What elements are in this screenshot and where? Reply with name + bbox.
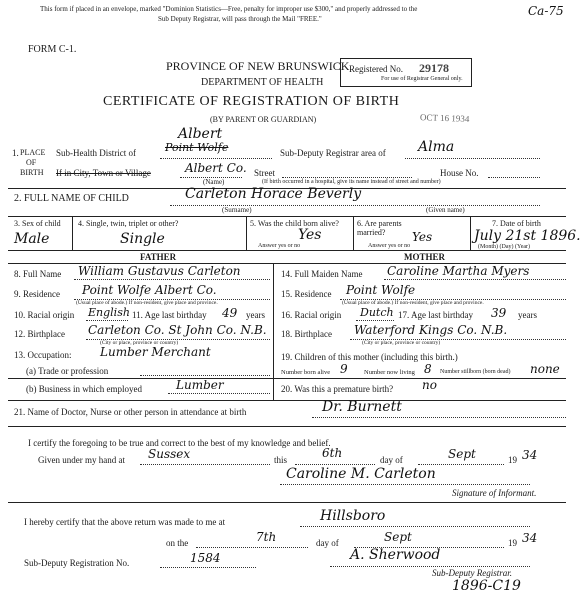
married-hint: Answer yes or no [368, 243, 411, 249]
sex-label: 3. Sex of child [14, 219, 61, 228]
single-value: Single [120, 231, 165, 247]
alive-hint: Answer yes or no [258, 243, 301, 249]
mother-racial-label: 16. Racial origin [281, 310, 342, 320]
dob-label: 7. Date of birth [492, 219, 541, 228]
given-place-value: Sussex [148, 447, 191, 461]
father-age-value: 49 [222, 306, 238, 320]
sex-value: Male [14, 231, 50, 247]
stillborn-value: none [530, 362, 560, 376]
father-occupation-value: Lumber Merchant [100, 345, 211, 359]
informant-label: Signature of Informant. [452, 488, 537, 498]
registrar-day-value: 7th [256, 530, 277, 544]
registrar-year-prefix: 19 [508, 538, 517, 548]
certificate-title: CERTIFICATE OF REGISTRATION OF BIRTH [103, 94, 400, 109]
registered-no-label: Registered No. [349, 64, 403, 74]
district-label: Sub-Health District of [56, 148, 136, 158]
father-trade-label: (a) Trade or profession [26, 366, 109, 376]
mother-birthplace-hint: (City or place, province or country) [362, 340, 441, 346]
father-heading: FATHER [140, 252, 177, 262]
registrar-signature: A. Sherwood [350, 547, 441, 563]
reg-no-value: 1584 [190, 551, 221, 565]
now-living-label: Number now living [364, 369, 415, 376]
corner-code: Ca-75 [528, 4, 564, 18]
given-name-hint: (Given name) [426, 206, 465, 214]
mother-heading: MOTHER [404, 252, 446, 262]
district-value-struck: Point Wolfe [165, 141, 229, 154]
given-year-value: 34 [522, 448, 538, 462]
father-birthplace-label: 12. Birthplace [14, 329, 65, 339]
registrar-place-value: Hillsboro [320, 508, 386, 524]
married-label: 6. Are parents married? [357, 219, 402, 237]
father-racial-value: English [88, 306, 130, 319]
mother-residence-hint: (Usual place of abode.) If non-resident, give place and province. [342, 300, 484, 306]
dob-hint: (Month) (Day) (Year) [478, 244, 531, 250]
mother-birthplace-value: Waterford Kings Co. N.B. [354, 323, 508, 337]
certify-text: I certify the foregoing to be true and correct to the best of my knowledge and belief. [28, 438, 331, 448]
child-name-label: 2. FULL NAME OF CHILD [14, 193, 129, 204]
given-year-prefix: 19 [508, 455, 517, 465]
city-value: Albert Co. [185, 161, 247, 175]
registrar-certify-text: I hereby certify that the above return was made to me at [24, 517, 226, 527]
registrar-on-the-label: on the [166, 538, 189, 548]
dob-value: July 21st 1896. [474, 228, 581, 244]
department-heading: DEPARTMENT OF HEALTH [201, 77, 324, 88]
mother-children-label: 19. Children of this mother (including this birth.) [281, 352, 458, 362]
hospital-note: (If birth occurred in a hospital, give its name instead of street and number) [262, 179, 441, 185]
registrar-day-of-label: day of [316, 538, 339, 548]
city-label: If in City, Town or Village [56, 168, 151, 178]
father-racial-label: 10. Racial origin [14, 310, 75, 320]
place-num: 1. [12, 148, 19, 158]
married-value: Yes [412, 230, 433, 244]
place-label: PLACE [20, 148, 46, 157]
deputy-area-value: Alma [418, 139, 455, 155]
received-stamp: OCT 16 1934 [419, 112, 470, 124]
street-label: Street [254, 168, 275, 178]
deputy-area-label: Sub-Deputy Registrar area of [280, 148, 386, 158]
alive-value: Yes [298, 227, 322, 243]
postal-notice-line1: This form if placed in an envelope, marked "Dominion Statistics—Free, penalty for improper use $300," and properly addressed to the [40, 5, 418, 13]
this-label: this [274, 455, 288, 465]
city-name-hint: (Name) [203, 178, 225, 186]
doctor-value: Dr. Burnett [322, 399, 402, 415]
father-years: years [246, 310, 265, 320]
province-heading: PROVINCE OF NEW BRUNSWICK [166, 59, 350, 73]
mother-maiden-label: 14. Full Maiden Name [281, 269, 363, 279]
mother-racial-value: Dutch [360, 306, 394, 319]
father-business-label: (b) Business in which employed [26, 384, 142, 394]
father-name-value: William Gustavus Carleton [78, 264, 241, 278]
district-value-top: Albert [178, 126, 223, 142]
born-alive-label: Number born alive [281, 369, 331, 376]
mother-birthplace-label: 18. Birthplace [281, 329, 332, 339]
bottom-code: 1896-C19 [452, 578, 521, 594]
registrar-use-note: For use of Registrar General only. [381, 76, 463, 82]
given-day-of-label: day of [380, 455, 403, 465]
father-birthplace-value: Carleton Co. St John Co. N.B. [88, 323, 267, 337]
father-residence-label: 9. Residence [14, 289, 60, 299]
alive-label: 5. Was the child born alive? [250, 219, 339, 228]
father-name-label: 8. Full Name [14, 269, 62, 279]
postal-notice-line2: Sub Deputy Registrar, will pass through the Mail "FREE." [158, 15, 322, 23]
given-under-label: Given under my hand at [38, 455, 125, 465]
registered-no-value: 29178 [419, 61, 449, 75]
reg-no-label: Sub-Deputy Registration No. [24, 558, 130, 568]
born-alive-value: 9 [340, 362, 348, 376]
doctor-label: 21. Name of Doctor, Nurse or other person in attendance at birth [14, 407, 247, 417]
mother-residence-value: Point Wolfe [346, 283, 416, 297]
registrar-month-value: Sept [384, 530, 412, 544]
mother-residence-label: 15. Residence [281, 289, 332, 299]
child-name-value: Carleton Horace Beverly [185, 186, 362, 202]
mother-age-value: 39 [491, 306, 507, 320]
father-business-value: Lumber [176, 378, 224, 392]
single-label: 4. Single, twin, triplet or other? [78, 219, 179, 228]
given-month-value: Sept [448, 447, 476, 461]
stillborn-label: Number stillborn (born dead) [440, 369, 511, 375]
registered-no-box [340, 58, 472, 87]
father-residence-value: Point Wolfe Albert Co. [82, 283, 217, 297]
registrar-year-value: 34 [522, 531, 538, 545]
premature-value: no [422, 378, 437, 392]
birth-label: BIRTH [20, 168, 44, 177]
form-code: FORM C-1. [28, 44, 77, 55]
mother-maiden-value: Caroline Martha Myers [387, 264, 530, 278]
premature-label: 20. Was this a premature birth? [281, 384, 394, 394]
surname-hint: (Surname) [222, 206, 252, 214]
informant-signature: Caroline M. Carleton [286, 466, 436, 482]
father-birthplace-hint: (City or place, province or country) [100, 340, 179, 346]
now-living-value: 8 [424, 362, 432, 376]
registrar-label: Sub-Deputy Registrar. [432, 568, 512, 578]
given-day-value: 6th [322, 446, 343, 460]
house-label: House No. [440, 168, 479, 178]
mother-age-label: 17. Age last birthday [398, 310, 473, 320]
of-label: OF [26, 158, 37, 167]
father-residence-hint: (Usual place of abode.) If non-resident, give place and province. [76, 300, 218, 306]
father-age-label: 11. Age last birthday [132, 310, 207, 320]
father-occupation-label: 13. Occupation: [14, 350, 72, 360]
mother-years: years [518, 310, 537, 320]
certificate-subtitle: (BY PARENT OR GUARDIAN) [210, 115, 317, 124]
